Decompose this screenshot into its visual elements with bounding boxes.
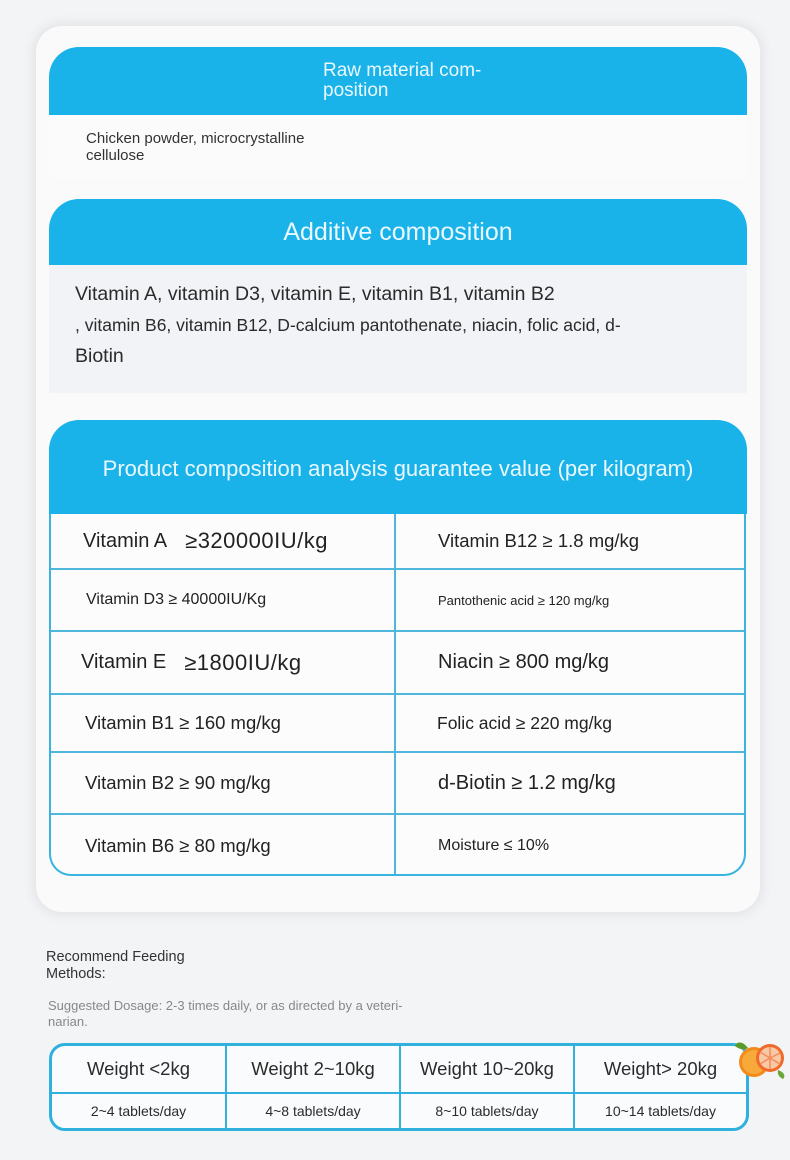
- dose-cell: 4~8 tablets/day: [227, 1094, 401, 1128]
- analysis-cell-left: Vitamin B2 ≥ 90 mg/kg: [51, 753, 396, 813]
- analysis-cell-right: Folic acid ≥ 220 mg/kg: [437, 712, 612, 733]
- analysis-cell-left: Vitamin B1 ≥ 160 mg/kg: [51, 695, 396, 751]
- raw-material-heading-line1: Raw material com-: [323, 60, 482, 81]
- analysis-cell-left: [51, 632, 396, 693]
- dosage-line2: narian.: [48, 1014, 88, 1029]
- additive-heading: Additive composition: [49, 199, 747, 265]
- analysis-cell-right: Pantothenic acid ≥ 120 mg/kg: [438, 592, 610, 608]
- analysis-cell-right: Niacin ≥ 800 mg/kg: [438, 651, 610, 673]
- analysis-row: [51, 815, 744, 876]
- grapefruit-icon: [734, 1036, 786, 1080]
- additive-content: [75, 279, 735, 372]
- additive-line-3: Biotin: [75, 345, 124, 367]
- dose-cell: 8~10 tablets/day: [401, 1094, 575, 1128]
- analysis-table: [49, 514, 746, 876]
- dose-cell: 10~14 tablets/day: [605, 1103, 716, 1119]
- analysis-row: [51, 570, 744, 632]
- feeding-title-line2: Methods:: [46, 966, 106, 982]
- analysis-heading: [49, 420, 747, 514]
- additive-body: [49, 265, 747, 393]
- dose-cell: 2~4 tablets/day: [52, 1094, 227, 1128]
- raw-material-heading: [49, 47, 747, 115]
- feeding-table: [49, 1043, 749, 1131]
- weight-row: [52, 1046, 746, 1094]
- additive-line-1: Vitamin A, vitamin D3, vitamin E, vitamin B1, vitamin B2: [75, 283, 555, 305]
- nutrient-value: ≥320000IU/kg: [185, 528, 328, 553]
- analysis-cell-right: Moisture ≤ 10%: [438, 836, 550, 854]
- analysis-cell-right: d-Biotin ≥ 1.2 mg/kg: [438, 771, 616, 794]
- analysis-row: [51, 695, 744, 753]
- weight-cell: Weight 10~20kg: [401, 1046, 575, 1092]
- dose-row: [52, 1094, 746, 1128]
- nutrient-value: ≥1800IU/kg: [184, 649, 302, 675]
- analysis-heading-text: Product composition analysis guarantee value (per kilogram): [102, 456, 694, 481]
- analysis-row: [51, 632, 744, 695]
- feeding-title-line1: Recommend Feeding: [46, 949, 185, 965]
- raw-material-body: [49, 115, 747, 179]
- weight-cell: Weight <2kg: [52, 1046, 227, 1092]
- analysis-row: [51, 753, 744, 815]
- dosage-line1: Suggested Dosage: 2-3 times daily, or as directed by a veteri-: [48, 998, 403, 1013]
- analysis-cell-left: Vitamin B6 ≥ 80 mg/kg: [51, 815, 396, 876]
- weight-cell: Weight> 20kg: [603, 1058, 718, 1079]
- additive-line-2: , vitamin B6, vitamin B12, D-calcium pantothenate, niacin, folic acid, d-: [75, 315, 621, 335]
- weight-cell: Weight 2~10kg: [227, 1046, 401, 1092]
- raw-material-content: Chicken powder, microcrystalline cellulose: [86, 130, 305, 164]
- analysis-cell-left: [51, 514, 396, 568]
- analysis-row: [51, 514, 744, 570]
- nutrient-name: Vitamin A: [83, 529, 168, 552]
- nutrient-name: Vitamin E: [81, 651, 167, 673]
- analysis-cell-left: Vitamin D3 ≥ 40000IU/Kg: [51, 570, 396, 630]
- feeding-title: [46, 949, 246, 983]
- raw-material-heading-line2: position: [323, 80, 389, 101]
- dosage-note: [48, 998, 478, 1030]
- analysis-cell-right: Vitamin B12 ≥ 1.8 mg/kg: [438, 530, 640, 551]
